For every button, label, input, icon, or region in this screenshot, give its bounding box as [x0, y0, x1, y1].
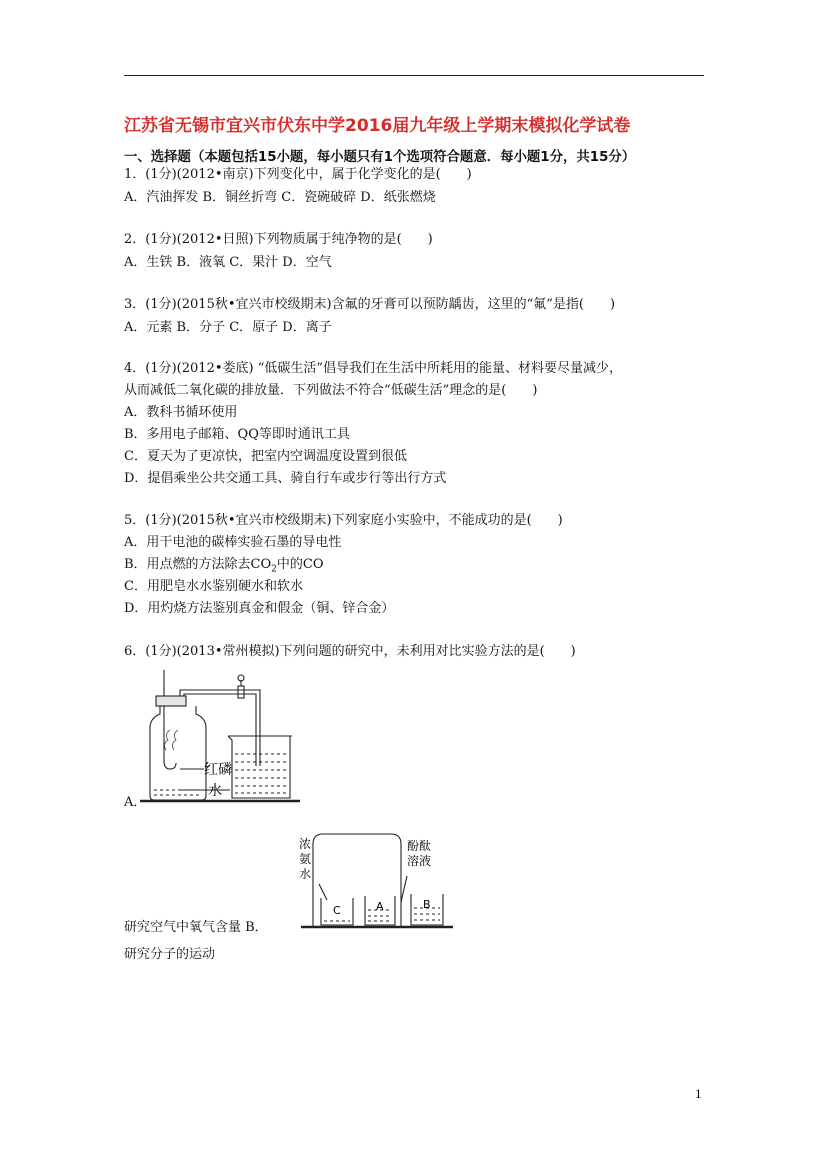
figure-oxygen-content-apparatus — [140, 666, 310, 806]
label-ammonia-2: 氨 — [299, 852, 312, 866]
figure-b-caption: 研究分子的运动 — [124, 947, 216, 962]
question-5-stem: 5．(1分)(2015秋•宜兴市校级期末)下列家庭小实验中，不能成功的是( ) — [124, 513, 563, 528]
figure-a-option-label: A． — [124, 795, 147, 810]
question-5-option-c: C．用肥皂水水鉴别硬水和软水 — [124, 579, 303, 594]
label-ammonia-1: 浓 — [299, 837, 312, 851]
question-5-option-d: D．用灼烧方法鉴别真金和假金（铜、锌合金） — [124, 601, 395, 616]
question-6-stem: 6．(1分)(2013•常州模拟)下列问题的研究中，未利用对比实验方法的是( ) — [124, 644, 576, 659]
label-red-phosphorus: 红磷 — [204, 762, 232, 778]
page-title: 江苏省无锡市宜兴市伏东中学2016届九年级上学期末模拟化学试卷 — [124, 116, 631, 136]
question-5-option-b: B．用点燃的方法除去$CO_2$中的CO — [124, 557, 324, 575]
question-4-option-d: D．提倡乘坐公共交通工具、骑自行车或步行等出行方式 — [124, 471, 447, 486]
question-2-options: A．生铁 B．液氧 C．果汁 D．空气 — [124, 255, 332, 270]
label-water: 水 — [208, 783, 222, 799]
label-solution: 溶液 — [407, 854, 432, 868]
question-1-options: A．汽油挥发 B．铜丝折弯 C．瓷碗破碎 D．纸张燃烧 — [124, 190, 436, 205]
figure-molecular-motion-apparatus — [295, 828, 455, 933]
question-3-options: A．元素 B．分子 C．原子 D．离子 — [124, 320, 332, 335]
question-5-option-a: A．用干电池的碳棒实验石墨的导电性 — [124, 535, 342, 550]
question-4-stem-line-2: 从而减低二氧化碳的排放量．下列做法不符合“低碳生活”理念的是( ) — [124, 383, 538, 398]
label-cup-c: C — [333, 904, 341, 917]
label-cup-b: B — [423, 898, 431, 911]
section-heading: 一、选择题（本题包括15小题，每小题只有1个选项符合题意．每小题1分，共15分） — [124, 150, 636, 165]
question-2-stem: 2．(1分)(2012•日照)下列物质属于纯净物的是( ) — [124, 232, 433, 247]
question-4-option-b: B．多用电子邮箱、QQ等即时通讯工具 — [124, 427, 350, 442]
label-ammonia-3: 水 — [299, 867, 312, 881]
figure-a-caption-and-b-label: 研究空气中氧气含量 B． — [124, 920, 268, 935]
co2-subscript: 2 — [271, 564, 277, 575]
question-3-stem: 3．(1分)(2015秋•宜兴市校级期末)含氟的牙膏可以预防龋齿，这里的“氟”是指( ) — [124, 297, 616, 312]
question-1-stem: 1．(1分)(2012•南京)下列变化中，属于化学变化的是( ) — [124, 167, 472, 182]
question-4-option-a: A．教科书循环使用 — [124, 405, 238, 420]
question-4-stem-line-1: 4．(1分)(2012•娄底) “低碳生活”倡导我们在生活中所耗用的能量、材料要尽量减少， — [124, 361, 623, 376]
header-rule — [124, 75, 704, 76]
page-number: 1 — [695, 1088, 702, 1101]
label-cup-a: A — [376, 900, 384, 913]
label-phenolphthalein: 酚酞 — [407, 839, 432, 853]
question-4-option-c: C．夏天为了更凉快，把室内空调温度设置到很低 — [124, 449, 407, 464]
